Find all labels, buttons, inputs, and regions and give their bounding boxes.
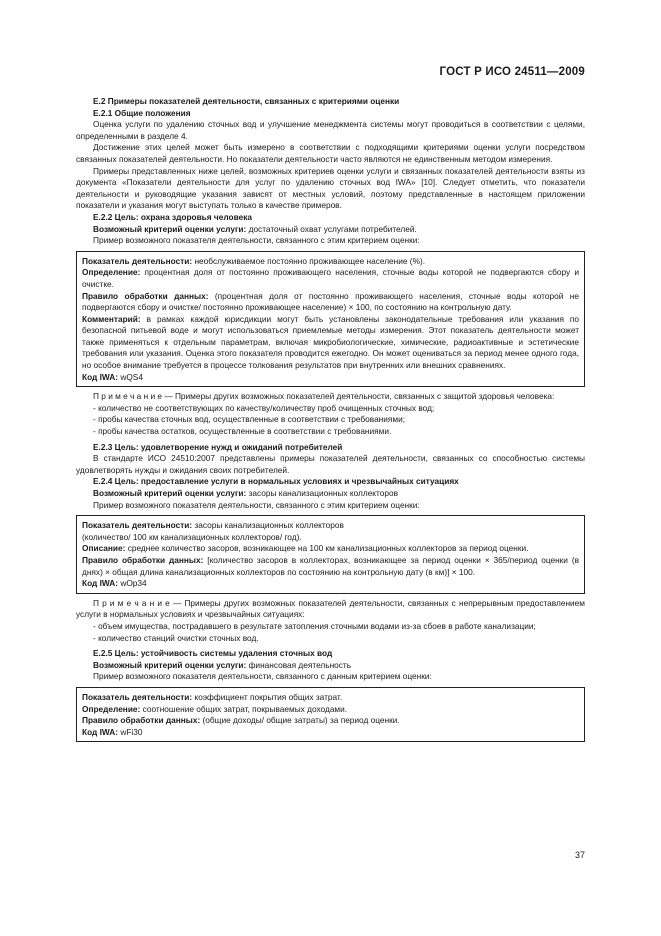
indicator-label: Показатель деятельности: xyxy=(82,255,193,266)
list-item: - количество станций очистки сточных вод. xyxy=(93,632,259,643)
definition-label: Определение: xyxy=(82,703,141,714)
note-e24 xyxy=(76,598,585,621)
code-label: Код IWA: xyxy=(82,371,119,382)
note-label: П р и м е ч а н и е xyxy=(93,391,163,402)
criterion-line xyxy=(76,224,585,236)
paragraph: Достижение этих целей может быть измерено в соответствии с подходящими критериями оценки услуги посредством связанных показателей деятельности. Но показатели деятельности часто являются не единственным методом измерения. xyxy=(76,142,585,164)
criterion-line xyxy=(76,488,585,500)
criterion-label: Возможный критерий оценки услуги: xyxy=(93,659,247,670)
list-item: - пробы качества сточных вод, осуществленные в соответствии с требованиями; xyxy=(93,414,406,425)
description-value: среднее количество засоров, возникающее на 100 км канализационных коллекторов за период оценки. xyxy=(125,543,529,554)
indicator-value: засоры канализационных коллекторов xyxy=(192,520,344,531)
definition-value: соотношение общих затрат, покрываемых доходами. xyxy=(140,703,348,714)
code-label: Код IWA: xyxy=(82,726,119,737)
rule-value: (общие доходы/ общие затраты) за период оценки. xyxy=(200,715,400,726)
comment-value: в рамках каждой юрисдикции могут быть установлены законодательные требования или указания по безопасной питьевой воде и могут использоваться приемлемые методы измерения. Этот показатель деятельности может также применяться к отдельным параметрам, включая микробиологические, химические, радиоактивные и эстетические требования или указания. Оценка этого показателя проводится ежегодно. Он может оцениваться за период менее одного года, но особое внимание требуется в процессе толкования результатов при внутренних или внешних сравнениях. xyxy=(82,313,579,371)
definition-value: процентная доля от постоянно проживающего населения, сточные воды которой не подвергаются сбору и очистке. xyxy=(82,267,579,289)
note-text: — Примеры других возможных показателей деятельности, связанных с непрерывным предоставлением услуги в нормальных условиях и чрезвычайных ситуациях: xyxy=(76,597,585,620)
criterion-value: засоры канализационных коллекторов xyxy=(246,488,398,498)
rule-value: (процентная доля от постоянно проживающего населения, сточные воды которой не подвергаются сбору и очистке/ постоянно проживающее население) × 100, по состоянию на контрольную дату. xyxy=(82,290,579,313)
example-intro: Пример возможного показателя деятельности, связанного с этим критерием оценки: xyxy=(93,499,420,510)
indicator-label: Показатель деятельности: xyxy=(82,520,193,531)
definition-line xyxy=(82,267,579,290)
section-e25-heading: E.2.5 Цель: устойчивость системы удаления сточных вод xyxy=(93,648,333,659)
list-item: - пробы качества остатков, осуществленные в соответствии с требованиями. xyxy=(93,426,392,437)
indicator-box-e22 xyxy=(76,251,585,388)
indicator-line xyxy=(82,692,579,704)
indicator-box-e24 xyxy=(76,515,585,594)
indicator-line xyxy=(82,256,579,268)
code-line xyxy=(82,372,579,384)
indicator-value: необслуживаемое постоянно проживающее население (%). xyxy=(192,255,426,266)
example-intro: Пример возможного показателя деятельности, связанного с данным критерием оценки: xyxy=(93,671,432,682)
note-list-e22 xyxy=(76,403,585,438)
rule-label: Правило обработки данных: xyxy=(82,290,209,301)
code-label: Код IWA: xyxy=(82,578,119,589)
paragraph: В стандарте ИСО 24510:2007 представлены примеры показателей деятельности, связанных со способностью системы удовлетворять нужды и ожидания своих потребителей. xyxy=(76,453,585,475)
indicator-value: коэффициент покрытия общих затрат. xyxy=(192,691,343,702)
code-line xyxy=(82,727,579,739)
comment-line xyxy=(82,314,579,372)
indicator-label: Показатель деятельности: xyxy=(82,691,193,702)
indicator-line xyxy=(82,520,579,532)
criterion-label: Возможный критерий оценки услуги: xyxy=(93,488,247,498)
code-value: wOp34 xyxy=(118,578,147,589)
section-e23-heading: E.2.3 Цель: удовлетворение нужд и ожиданий потребителей xyxy=(93,441,343,452)
section-e24-heading: E.2.4 Цель: предоставление услуги в нормальных условиях и чрезвычайных ситуациях xyxy=(93,476,459,487)
list-item: - объем имущества, пострадавшего в результате затопления сточными водами из-за сбоев в работе канализации; xyxy=(93,620,536,631)
paragraph: Примеры представленных ниже целей, возможных критериев оценки услуги и связанных показателей деятельности взяты из документа «Показатели деятельности для услуг по удалению сточных вод IWA» [10]. Следует отметить, что показатели деятельности и руководящие указания зависят от местных условий, поэтому представленные в настоящем приложении показатели и указания могут выступать только в качестве примеров. xyxy=(76,165,585,211)
indicator-box-e25 xyxy=(76,687,585,742)
description-line xyxy=(82,543,579,555)
note-list-e24 xyxy=(76,621,585,644)
rule-line xyxy=(82,291,579,314)
rule-value: [количество засоров в коллекторах, возникающее за период оценки × 365/период оценки (в днях) × общая длина канализационных коллекторов по состоянию на контрольную дату (в км)] × 100. xyxy=(82,554,579,577)
definition-line xyxy=(82,704,579,716)
criterion-line xyxy=(76,660,585,672)
code-value: wQS4 xyxy=(118,371,143,382)
code-line xyxy=(82,578,579,590)
note-text: — Примеры других возможных показателей деятельности, связанных с защитой здоровья человека: xyxy=(162,391,555,402)
criterion-label: Возможный критерий оценки услуги: xyxy=(93,223,247,234)
rule-line xyxy=(82,715,579,727)
example-intro: Пример возможного показателя деятельности, связанного с этим критерием оценки: xyxy=(93,235,420,246)
description-label: Описание: xyxy=(82,543,126,554)
rule-label: Правило обработки данных: xyxy=(82,554,204,565)
section-e22-heading: E.2.2 Цель: охрана здоровья человека xyxy=(93,211,252,222)
note-e22 xyxy=(76,391,585,403)
note-label: П р и м е ч а н и е xyxy=(93,597,170,608)
criterion-value: достаточный охват услугами потребителей. xyxy=(246,223,417,234)
list-item: - количество не соответствующих по качеству/количеству проб очищенных сточных вод; xyxy=(93,402,435,413)
paragraph: Оценка услуги по удалению сточных вод и улучшение менеджмента системы могут проводиться в соответствии с целями, определенными в разделе 4. xyxy=(76,119,585,141)
definition-label: Определение: xyxy=(82,267,141,278)
document-body xyxy=(76,96,585,746)
document-header-title: ГОСТ Р ИСО 24511—2009 xyxy=(439,66,585,78)
code-value: wFi30 xyxy=(118,726,143,737)
page-number: 37 xyxy=(574,850,585,860)
section-e21-heading: E.2.1 Общие положения xyxy=(93,107,191,118)
rule-label: Правило обработки данных: xyxy=(82,715,201,726)
section-e2-heading: E.2 Примеры показателей деятельности, связанных с критериями оценки xyxy=(93,96,400,106)
indicator-sub: (количество/ 100 км канализационных коллекторов/ год). xyxy=(82,531,302,542)
criterion-value: финансовая деятельность xyxy=(246,659,352,670)
comment-label: Комментарий: xyxy=(82,313,141,324)
rule-line xyxy=(82,555,579,578)
